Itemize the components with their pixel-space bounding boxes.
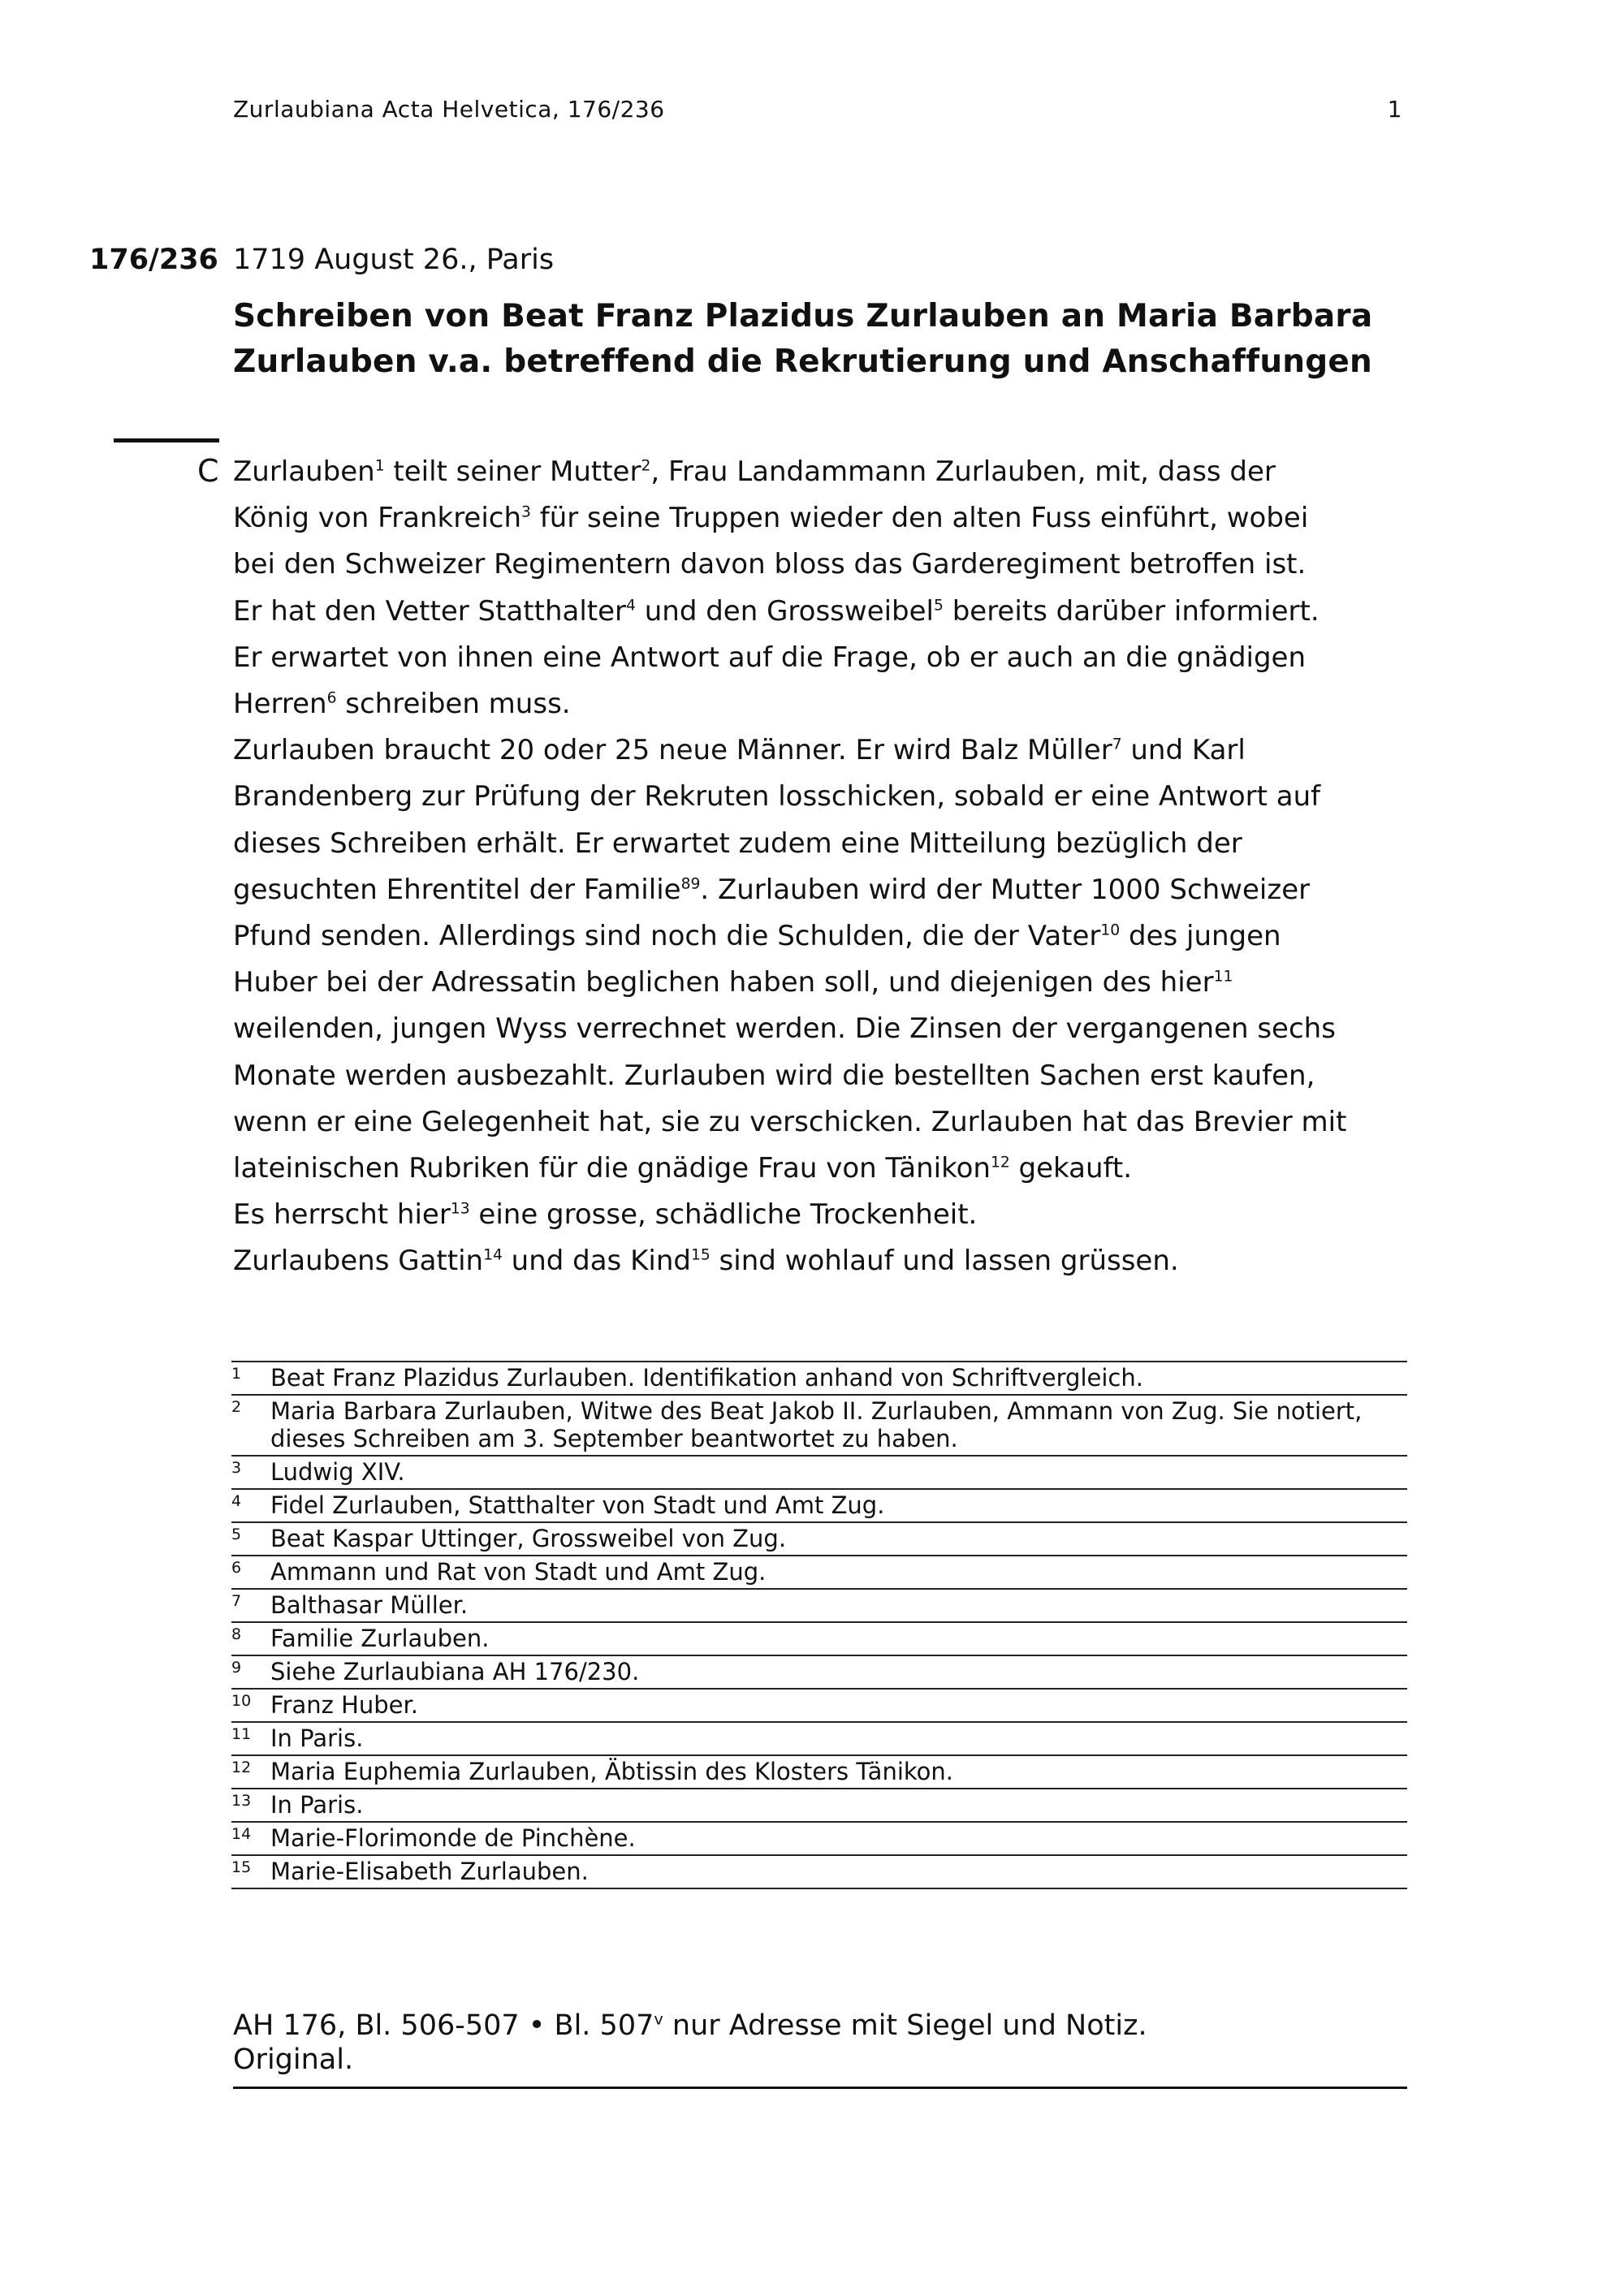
footnote-row <box>231 1556 1407 1589</box>
body-text-run: wenn er eine Gelegenheit hat, sie zu verschicken. Zurlauben hat das Brevier mit <box>233 1105 1347 1138</box>
footnote-text: Marie-Elisabeth Zurlauben. <box>270 1855 1407 1888</box>
footnote-row <box>231 1395 1407 1456</box>
verso-mark: v <box>654 2009 663 2029</box>
body-line <box>233 913 1419 960</box>
body-text-run: gekauft. <box>1009 1152 1133 1185</box>
source-line <box>233 2009 1407 2043</box>
running-header <box>233 96 1402 123</box>
body-line <box>233 1099 1419 1146</box>
footnote-number: 2 <box>231 1395 270 1456</box>
footnote-row <box>231 1522 1407 1556</box>
body-text-run: dieses Schreiben erhält. Er erwartet zudem eine Mitteilung bezüglich der <box>233 826 1242 860</box>
footnote-ref: 12 <box>990 1154 1010 1172</box>
classification-marker: C <box>197 453 219 489</box>
footnote-row <box>231 1755 1407 1789</box>
body-line <box>233 727 1419 774</box>
body-text-run: und den Grossweibel <box>635 594 934 628</box>
body-text-run: und das Kind <box>502 1245 691 1278</box>
footnote-number: 11 <box>231 1722 270 1755</box>
footnote-ref: 14 <box>483 1247 503 1265</box>
footnote-ref: 5 <box>934 597 944 615</box>
footnote-text: In Paris. <box>270 1789 1407 1822</box>
title-line: Zurlauben v.a. betreffend die Rekrutierung und Anschaffungen <box>233 343 1372 380</box>
body-text-run: bei den Schweizer Regimentern davon bloss das Garderegiment betroffen ist. <box>233 548 1307 581</box>
footnote-row <box>231 1489 1407 1522</box>
body-line <box>233 867 1419 913</box>
body-text-run: Huber bei der Adressatin beglichen haben soll, und diejenigen des hier <box>233 966 1214 999</box>
body-text-run: teilt seiner Mutter <box>384 455 641 488</box>
footnote-ref: 4 <box>626 597 636 615</box>
body-text-run: schreiben muss. <box>336 688 571 721</box>
body-text-run: weilenden, jungen Wyss verrechnet werden. Die Zinsen der vergangenen sechs <box>233 1012 1336 1046</box>
document-id: 176/236 <box>89 244 218 276</box>
document-title <box>233 294 1402 385</box>
date-place: 1719 August 26., Paris <box>233 244 555 276</box>
footnote-text: Siehe Zurlaubiana AH 176/230. <box>270 1655 1407 1689</box>
footnote-text: Beat Franz Plazidus Zurlauben. Identifikation anhand von Schriftvergleich. <box>270 1362 1407 1395</box>
footnote-ref: 15 <box>690 1247 710 1265</box>
footnote-number: 15 <box>231 1855 270 1888</box>
footnote-text: Marie-Florimonde de Pinchène. <box>270 1822 1407 1855</box>
footnote-number: 5 <box>231 1522 270 1556</box>
footnote-text: Ludwig XIV. <box>270 1456 1407 1489</box>
body-text-run: Er erwartet von ihnen eine Antwort auf die Frage, ob er auch an die gnädigen <box>233 641 1307 674</box>
footnote-number: 9 <box>231 1655 270 1689</box>
footnote-row <box>231 1822 1407 1855</box>
body-line <box>233 681 1419 727</box>
footnote-number: 10 <box>231 1689 270 1722</box>
body-line <box>233 1192 1419 1238</box>
body-text-run: Zurlaubens Gattin <box>233 1245 484 1278</box>
source-reference: AH 176, Bl. 506-507 • Bl. 507 <box>233 2009 654 2042</box>
body-text-run: für seine Truppen wieder den alten Fuss einführt, wobei <box>530 502 1309 535</box>
section-rule <box>114 438 219 442</box>
body-text-run: sind wohlauf und lassen grüssen. <box>710 1245 1179 1278</box>
footnote-row <box>231 1362 1407 1395</box>
body-text-run: Pfund senden. Allerdings sind noch die Schulden, die der Vater <box>233 920 1101 953</box>
footnote-number: 3 <box>231 1456 270 1489</box>
footnote-text: Beat Kaspar Uttinger, Grossweibel von Zug. <box>270 1522 1407 1556</box>
running-title: Zurlaubiana Acta Helvetica, 176/236 <box>233 96 665 123</box>
body-line <box>233 821 1419 867</box>
footnote-number: 1 <box>231 1362 270 1395</box>
body-line <box>233 1146 1419 1192</box>
footnote-row <box>231 1722 1407 1755</box>
body-text-run: gesuchten Ehrentitel der Familie <box>233 873 681 906</box>
body-text-run: bereits darüber informiert. <box>943 594 1320 628</box>
body-line <box>233 635 1419 681</box>
footnote-row <box>231 1855 1407 1888</box>
footnote-ref: 2 <box>641 457 651 475</box>
body-text-run: Zurlauben braucht 20 oder 25 neue Männer. Er wird Balz Müller <box>233 734 1112 767</box>
body-text-run: lateinischen Rubriken für die gnädige Frau von Tänikon <box>233 1152 991 1185</box>
body-line <box>233 960 1419 1006</box>
body-text-run: Er hat den Vetter Statthalter <box>233 594 627 628</box>
footnotes-table <box>231 1361 1407 1889</box>
body-line <box>233 1006 1419 1052</box>
body-line <box>233 774 1419 820</box>
footnote-row <box>231 1689 1407 1722</box>
footnote-row <box>231 1622 1407 1655</box>
body-line <box>233 495 1419 542</box>
summary-text <box>233 449 1419 1285</box>
body-text-run: Herren <box>233 688 327 721</box>
footnote-number: 7 <box>231 1589 270 1622</box>
footnote-text: Franz Huber. <box>270 1689 1407 1722</box>
body-line <box>233 1053 1419 1099</box>
body-text-run: König von Frankreich <box>233 502 522 535</box>
footnote-ref: 3 <box>521 503 531 521</box>
footnote-text: Balthasar Müller. <box>270 1589 1407 1622</box>
body-line <box>233 589 1419 635</box>
body-text-run: Zurlauben <box>233 455 375 488</box>
title-line: Schreiben von Beat Franz Plazidus Zurlauben an Maria Barbara <box>233 298 1373 334</box>
footnote-ref: 1 <box>374 457 385 475</box>
body-line <box>233 1238 1419 1284</box>
body-line <box>233 542 1419 588</box>
body-line <box>233 449 1419 495</box>
footnote-ref: 6 <box>326 689 337 707</box>
body-text-run: Monate werden ausbezahlt. Zurlauben wird die bestellten Sachen erst kaufen, <box>233 1059 1315 1092</box>
footnote-number: 14 <box>231 1822 270 1855</box>
footnote-number: 8 <box>231 1622 270 1655</box>
body-text-run: und Karl <box>1121 734 1246 767</box>
footnote-row <box>231 1456 1407 1489</box>
body-text-run: , Frau Landammann Zurlauben, mit, dass der <box>650 455 1276 488</box>
footnote-text: Fidel Zurlauben, Statthalter von Stadt und Amt Zug. <box>270 1489 1407 1522</box>
footnote-row <box>231 1789 1407 1822</box>
page-number: 1 <box>1387 96 1402 123</box>
body-text-run: Brandenberg zur Prüfung der Rekruten losschicken, sobald er eine Antwort auf <box>233 780 1321 814</box>
footnote-ref: 89 <box>680 875 701 893</box>
footnote-number: 6 <box>231 1556 270 1589</box>
footnote-text: Familie Zurlauben. <box>270 1622 1407 1655</box>
footnote-text: Ammann und Rat von Stadt und Amt Zug. <box>270 1556 1407 1589</box>
footnote-text: Maria Barbara Zurlauben, Witwe des Beat Jakob II. Zurlauben, Ammann von Zug. Sie notiert, dieses Schreiben am 3. September beantwortet zu haben. <box>270 1395 1407 1456</box>
footnote-ref: 7 <box>1112 736 1122 753</box>
source-note <box>233 2009 1407 2089</box>
footnote-row <box>231 1655 1407 1689</box>
source-description: nur Adresse mit Siegel und Notiz. <box>663 2009 1147 2042</box>
footnote-ref: 13 <box>450 1200 470 1218</box>
footnote-number: 12 <box>231 1755 270 1789</box>
footnote-row <box>231 1589 1407 1622</box>
body-text-run: des jungen <box>1120 920 1281 953</box>
footnote-ref: 10 <box>1100 921 1121 939</box>
footnote-text: In Paris. <box>270 1722 1407 1755</box>
footnote-ref: 11 <box>1213 968 1233 986</box>
footnote-number: 13 <box>231 1789 270 1822</box>
footnote-number: 4 <box>231 1489 270 1522</box>
footnote-text: Maria Euphemia Zurlauben, Äbtissin des Klosters Tänikon. <box>270 1755 1407 1789</box>
body-text-run: . Zurlauben wird der Mutter 1000 Schweizer <box>700 873 1311 906</box>
source-status: Original. <box>233 2044 354 2076</box>
body-text-run: eine grosse, schädliche Trockenheit. <box>469 1198 978 1232</box>
body-text-run: Es herrscht hier <box>233 1198 451 1232</box>
